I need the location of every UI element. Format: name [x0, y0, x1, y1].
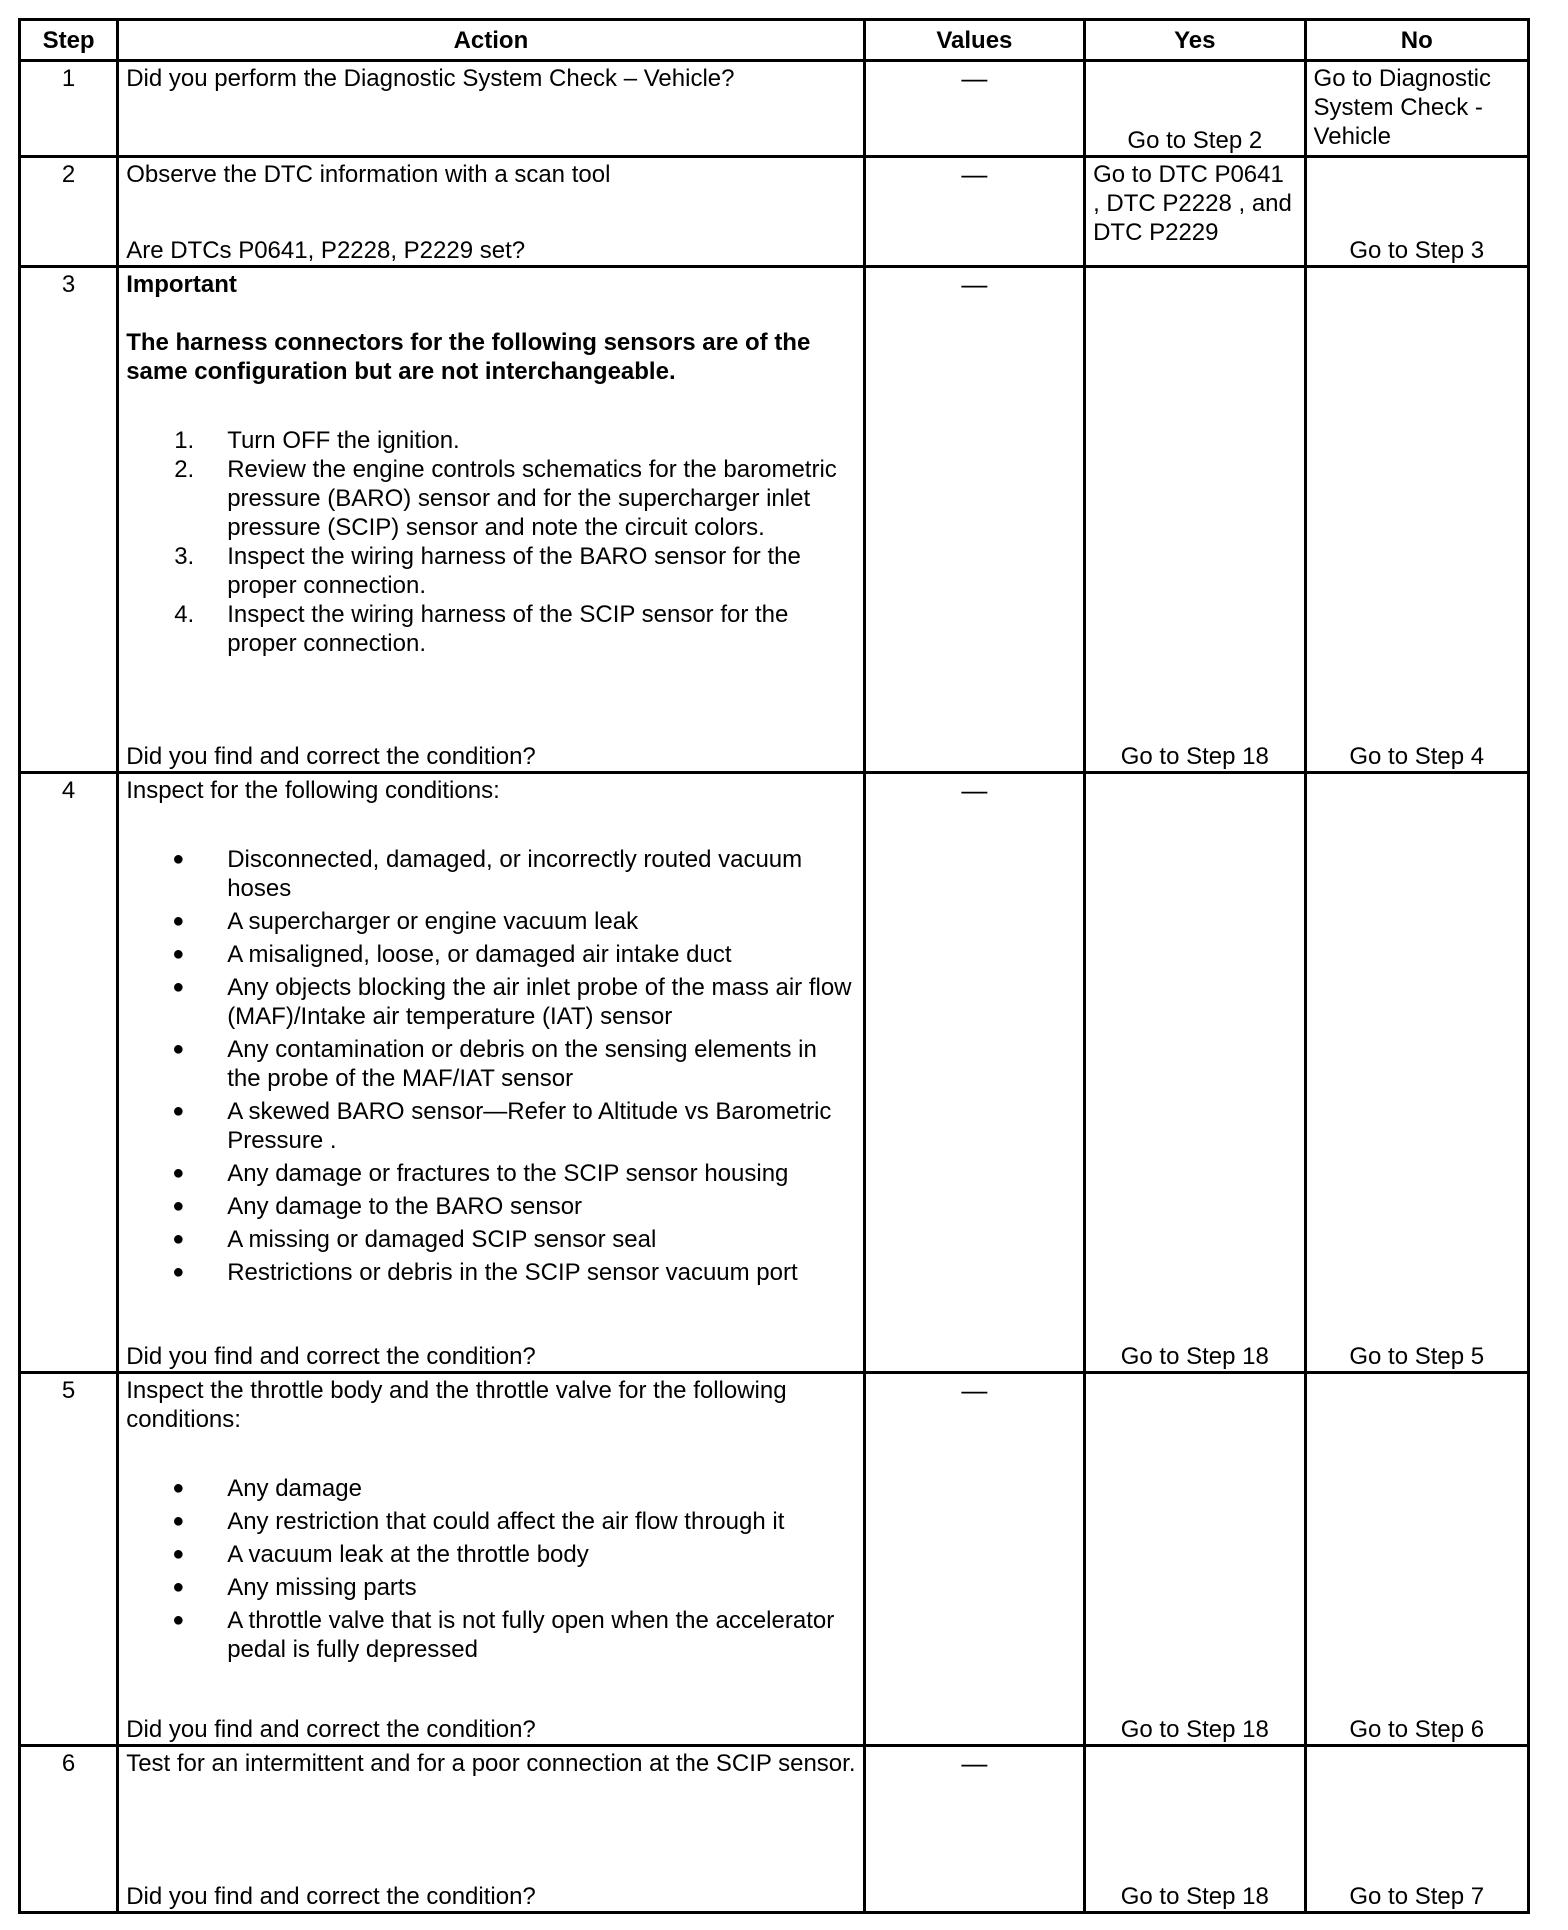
- value-dash: —: [961, 1375, 988, 1405]
- action-cell: [118, 1373, 864, 1746]
- action-cell: [118, 1746, 864, 1913]
- step-number: 5: [20, 1373, 118, 1746]
- header-yes: Yes: [1085, 20, 1305, 61]
- list-item: ● Any damage or fractures to the SCIP sensor housing: [172, 1160, 789, 1187]
- list-item: ● Any objects blocking the air inlet probe of the mass air flow (MAF)/Intake air temperature (IAT) sensor: [172, 974, 852, 1030]
- yes-cell: [1085, 157, 1305, 267]
- table-row: [20, 267, 1529, 773]
- step-number: 3: [20, 267, 118, 773]
- list-item: 4. Inspect the wiring harness of the SCIP sensor for the proper connection.: [174, 601, 789, 657]
- list-item: ● Disconnected, damaged, or incorrectly routed vacuum hoses: [172, 846, 803, 902]
- header-row: [20, 20, 1529, 61]
- list-item: ● A throttle valve that is not fully open when the accelerator pedal is fully depressed: [172, 1607, 835, 1663]
- step-number: 1: [20, 61, 118, 157]
- yes-link[interactable]: Go to Step 18: [1120, 1716, 1269, 1743]
- procedure-list: [126, 426, 855, 658]
- important-note: The harness connectors for the following sensors are of the same configuration but are not interchangeable.: [126, 329, 811, 385]
- list-item: ● A vacuum leak at the throttle body: [172, 1541, 589, 1568]
- important-heading: Important: [126, 271, 237, 298]
- yes-link[interactable]: Go to DTC P0641 , DTC P2228 , and DTC P2229: [1093, 161, 1292, 246]
- values-cell: [864, 267, 1084, 773]
- header-values: Values: [864, 20, 1084, 61]
- step-number: 6: [20, 1746, 118, 1913]
- no-cell: [1305, 267, 1528, 773]
- condition-list: [126, 1474, 855, 1664]
- header-action: Action: [118, 20, 864, 61]
- list-item: ● A misaligned, loose, or damaged air intake duct: [172, 941, 732, 968]
- action-question: Are DTCs P0641, P2228, P2229 set?: [126, 237, 526, 264]
- action-text: Did you perform the Diagnostic System Check – Vehicle?: [126, 65, 735, 92]
- table-row: [20, 1373, 1529, 1746]
- value-dash: —: [961, 269, 988, 299]
- table-row: [20, 773, 1529, 1373]
- action-intro: Inspect for the following conditions:: [126, 777, 500, 804]
- yes-cell: [1085, 1373, 1305, 1746]
- no-link[interactable]: Go to Step 3: [1349, 237, 1485, 264]
- values-cell: [864, 1373, 1084, 1746]
- values-cell: [864, 1746, 1084, 1913]
- action-cell: [118, 61, 864, 157]
- no-cell: [1305, 773, 1528, 1373]
- no-cell: [1305, 1746, 1528, 1913]
- yes-cell: [1085, 1746, 1305, 1913]
- header-step: Step: [20, 20, 118, 61]
- action-question: Did you find and correct the condition?: [126, 743, 536, 770]
- no-cell: [1305, 1373, 1528, 1746]
- action-question: Did you find and correct the condition?: [126, 1883, 536, 1910]
- yes-cell: [1085, 267, 1305, 773]
- list-item: ● Restrictions or debris in the SCIP sensor vacuum port: [172, 1259, 798, 1286]
- list-item: ● A missing or damaged SCIP sensor seal: [172, 1226, 657, 1253]
- step-number: 4: [20, 773, 118, 1373]
- value-dash: —: [961, 63, 988, 93]
- list-item: ● A skewed BARO sensor—Refer to Altitude vs Barometric Pressure .: [172, 1098, 832, 1154]
- values-cell: [864, 157, 1084, 267]
- values-cell: [864, 61, 1084, 157]
- table-row: [20, 1746, 1529, 1913]
- list-item: ● Any damage to the BARO sensor: [172, 1193, 583, 1220]
- list-item: ● Any damage: [172, 1475, 362, 1502]
- list-item: ● Any restriction that could affect the air flow through it: [172, 1508, 785, 1535]
- action-question: Did you find and correct the condition?: [126, 1716, 536, 1743]
- no-link[interactable]: Go to Diagnostic System Check - Vehicle: [1313, 65, 1491, 150]
- list-item: 1. Turn OFF the ignition.: [174, 427, 460, 454]
- no-link[interactable]: Go to Step 4: [1349, 743, 1485, 770]
- value-dash: —: [961, 1748, 988, 1778]
- action-intro: Inspect the throttle body and the throttle valve for the following conditions:: [126, 1377, 787, 1433]
- step-number: 2: [20, 157, 118, 267]
- action-cell: [118, 773, 864, 1373]
- condition-list: [126, 845, 855, 1287]
- values-cell: [864, 773, 1084, 1373]
- yes-link[interactable]: Go to Step 18: [1120, 743, 1269, 770]
- list-item: 2. Review the engine controls schematics for the barometric pressure (BARO) sensor and for the supercharger inlet pressure (SCIP) sensor and note the circuit colors.: [174, 456, 837, 541]
- action-cell: [118, 157, 864, 267]
- value-dash: —: [961, 775, 988, 805]
- no-link[interactable]: Go to Step 7: [1349, 1883, 1485, 1910]
- action-intro: Test for an intermittent and for a poor connection at the SCIP sensor.: [126, 1750, 856, 1777]
- value-dash: —: [961, 159, 988, 189]
- header-no: No: [1305, 20, 1528, 61]
- yes-link[interactable]: Go to Step 18: [1120, 1343, 1269, 1370]
- list-item: ● Any contamination or debris on the sensing elements in the probe of the MAF/IAT sensor: [172, 1036, 817, 1092]
- yes-link[interactable]: Go to Step 2: [1127, 127, 1263, 154]
- table-row: [20, 157, 1529, 267]
- action-cell: [118, 267, 864, 773]
- list-item: ● Any missing parts: [172, 1574, 417, 1601]
- yes-cell: [1085, 61, 1305, 157]
- diagnostic-table: [18, 18, 1530, 1914]
- action-question: Did you find and correct the condition?: [126, 1343, 536, 1370]
- no-cell: [1305, 61, 1528, 157]
- no-cell: [1305, 157, 1528, 267]
- table-row: [20, 61, 1529, 157]
- list-item: 3. Inspect the wiring harness of the BARO sensor for the proper connection.: [174, 543, 801, 599]
- yes-cell: [1085, 773, 1305, 1373]
- action-text: Observe the DTC information with a scan tool: [126, 161, 611, 188]
- yes-link[interactable]: Go to Step 18: [1120, 1883, 1269, 1910]
- no-link[interactable]: Go to Step 5: [1349, 1343, 1485, 1370]
- no-link[interactable]: Go to Step 6: [1349, 1716, 1485, 1743]
- list-item: ● A supercharger or engine vacuum leak: [172, 908, 639, 935]
